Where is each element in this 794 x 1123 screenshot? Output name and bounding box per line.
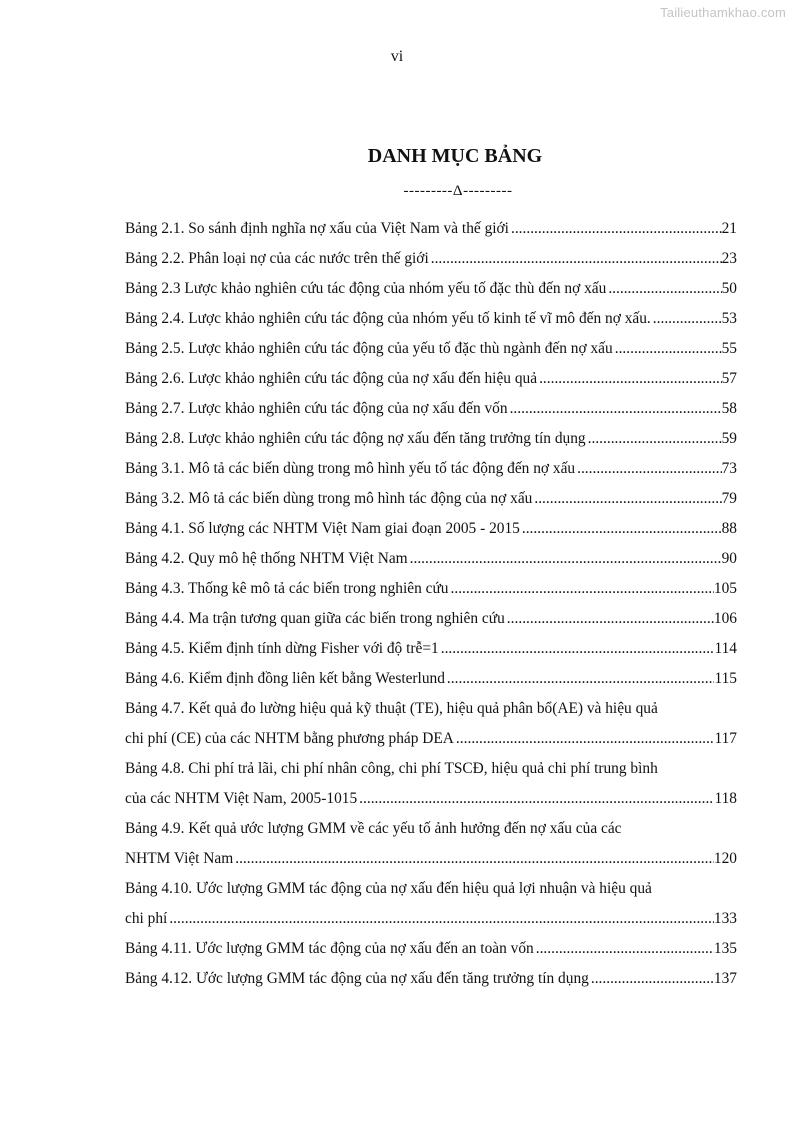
toc-entry-title: chi phí [125, 910, 168, 927]
toc-entry[interactable] [125, 424, 737, 454]
toc-entry-row [125, 844, 737, 874]
toc-entry-row [125, 514, 737, 544]
toc-entry[interactable] [125, 244, 737, 274]
dot-leader [606, 274, 721, 304]
toc-entry-row [125, 244, 737, 274]
toc-entry-title: Bảng 4.12. Ước lượng GMM tác động của nợ xấu đến tăng trưởng tín dụng [125, 970, 589, 987]
toc-entry[interactable] [125, 274, 737, 304]
dot-leader [429, 244, 722, 274]
dot-leader [167, 904, 714, 934]
toc-entry-title: của các NHTM Việt Nam, 2005-1015 [125, 790, 358, 807]
toc-entry-title: NHTM Việt Nam [125, 850, 234, 867]
toc-entry[interactable] [125, 304, 737, 334]
toc-entry-page: 106 [713, 610, 737, 627]
dot-leader [534, 934, 714, 964]
toc-entry-page: 50 [721, 280, 737, 297]
toc-entry-row [125, 214, 737, 244]
toc-entry-row [125, 604, 737, 634]
toc-entry[interactable] [125, 814, 737, 874]
toc-entry-title: Bảng 2.7. Lược khảo nghiên cứu tác động của nợ xấu đến vốn [125, 400, 508, 417]
toc-entry-title: Bảng 2.1. So sánh định nghĩa nợ xấu của Việt Nam và thế giới [125, 220, 509, 237]
toc-entry-page: 117 [714, 730, 737, 747]
toc-entry[interactable] [125, 634, 737, 664]
toc-entry-row [125, 484, 737, 514]
toc-entry-row [125, 454, 737, 484]
toc-entry[interactable] [125, 454, 737, 484]
toc-entry-title: Bảng 2.8. Lược khảo nghiên cứu tác động nợ xấu đến tăng trưởng tín dụng [125, 430, 586, 447]
toc-entry-title: Bảng 2.5. Lược khảo nghiên cứu tác động của yếu tố đặc thù ngành đến nợ xấu [125, 340, 613, 357]
toc-entry-title-line: Bảng 4.7. Kết quả đo lường hiệu quả kỹ thuật (TE), hiệu quả phân bổ(AE) và hiệu quả [125, 700, 658, 717]
toc-entry-row [125, 394, 737, 424]
toc-entry[interactable] [125, 484, 737, 514]
toc-entry-page: 114 [714, 640, 737, 657]
toc-entry-row [125, 724, 737, 754]
toc-entry-page: 105 [713, 580, 737, 597]
toc-entry[interactable] [125, 694, 737, 754]
toc-entry[interactable] [125, 604, 737, 634]
toc-entry-title: Bảng 3.2. Mô tả các biến dùng trong mô hình tác động của nợ xấu [125, 490, 533, 507]
dot-leader [408, 544, 722, 574]
toc-entry-title: Bảng 4.4. Ma trận tương quan giữa các biến trong nghiên cứu [125, 610, 505, 627]
toc-entry-row [125, 964, 737, 994]
toc-entry[interactable] [125, 544, 737, 574]
toc-entry-row [125, 334, 737, 364]
toc-entry-title: chi phí (CE) của các NHTM bằng phương pháp DEA [125, 730, 454, 747]
toc-entry-title: Bảng 2.3 Lược khảo nghiên cứu tác động của nhóm yếu tố đặc thù đến nợ xấu [125, 280, 607, 297]
toc-entry-row [125, 784, 737, 814]
toc-entry[interactable] [125, 874, 737, 934]
toc-entry[interactable] [125, 514, 737, 544]
toc-entry-row [125, 634, 737, 664]
dot-leader [357, 784, 714, 814]
dot-leader [454, 724, 715, 754]
dot-leader [505, 604, 714, 634]
toc-entry-title: Bảng 4.3. Thống kê mô tả các biến trong nghiên cứu [125, 580, 449, 597]
dot-leader [613, 334, 722, 364]
toc-entry[interactable] [125, 964, 737, 994]
dot-leader [508, 394, 722, 424]
dot-leader [532, 484, 721, 514]
toc-entry-row [125, 574, 737, 604]
dot-leader [445, 664, 715, 694]
dot-leader [449, 574, 714, 604]
toc-entry[interactable] [125, 394, 737, 424]
toc-entry-title: Bảng 2.2. Phân loại nợ của các nước trên thế giới [125, 250, 429, 267]
toc-entry-row [125, 664, 737, 694]
toc-entry-page: 58 [721, 400, 737, 417]
toc-entry[interactable] [125, 334, 737, 364]
toc-entry-page: 55 [721, 340, 737, 357]
toc-entry-title: Bảng 4.2. Quy mô hệ thống NHTM Việt Nam [125, 550, 408, 567]
toc-entry-title: Bảng 4.6. Kiểm định đồng liên kết bằng Westerlund [125, 670, 445, 687]
dot-leader [233, 844, 714, 874]
toc-entry[interactable] [125, 214, 737, 244]
toc-entry[interactable] [125, 754, 737, 814]
title-separator: ---------Δ--------- [403, 183, 513, 199]
toc-entry-title-line: Bảng 4.9. Kết quả ước lượng GMM về các yếu tố ảnh hưởng đến nợ xấu của các [125, 820, 622, 837]
toc-entry-page: 23 [721, 250, 737, 267]
toc-entry-row [125, 364, 737, 394]
toc-entry-row [125, 544, 737, 574]
toc-entry-row [125, 934, 737, 964]
toc-entry-title-line: Bảng 4.8. Chi phí trả lãi, chi phí nhân công, chi phí TSCĐ, hiệu quả chi phí trung bình [125, 760, 658, 777]
toc-entry-page: 135 [713, 940, 737, 957]
toc-entry-row [125, 424, 737, 454]
toc-entry-title: Bảng 4.11. Ước lượng GMM tác động của nợ xấu đến an toàn vốn [125, 940, 534, 957]
dot-leader [586, 424, 722, 454]
dot-leader [509, 214, 722, 244]
toc-entry-title: Bảng 2.4. Lược khảo nghiên cứu tác động của nhóm yếu tố kinh tế vĩ mô đến nợ xấu. [125, 310, 651, 327]
toc-entry-row [125, 304, 737, 334]
toc-entry-page: 79 [721, 490, 737, 507]
toc-entry-page: 53 [721, 310, 737, 327]
dot-leader [589, 964, 714, 994]
toc-entry-page: 21 [721, 220, 737, 237]
toc-entry[interactable] [125, 934, 737, 964]
toc-entry[interactable] [125, 364, 737, 394]
toc-entry-row [125, 904, 737, 934]
toc-entry-title: Bảng 3.1. Mô tả các biến dùng trong mô hình yếu tố tác động đến nợ xấu [125, 460, 576, 477]
dot-leader [575, 454, 722, 484]
toc-entry-page: 118 [714, 790, 737, 807]
dot-leader [537, 364, 722, 394]
toc-entry-page: 73 [721, 460, 737, 477]
toc-entry-page: 90 [721, 550, 737, 567]
toc-entry-title-line: Bảng 4.10. Ước lượng GMM tác động của nợ xấu đến hiệu quả lợi nhuận và hiệu quả [125, 880, 652, 897]
dot-leader [651, 304, 722, 334]
toc-entry-page: 57 [721, 370, 737, 387]
toc-entry-title: Bảng 2.6. Lược khảo nghiên cứu tác động của nợ xấu đến hiệu quả [125, 370, 538, 387]
toc-entry[interactable] [125, 664, 737, 694]
toc-entry-page: 59 [721, 430, 737, 447]
dot-leader [439, 634, 715, 664]
page-title: DANH MỤC BẢNG [367, 145, 543, 167]
toc-entry[interactable] [125, 574, 737, 604]
toc-entry-row [125, 274, 737, 304]
toc-entry-title: Bảng 4.1. Số lượng các NHTM Việt Nam giai đoạn 2005 - 2015 [125, 520, 520, 537]
toc-entry-page: 133 [713, 910, 737, 927]
toc-entry-page: 137 [713, 970, 737, 987]
page-number: vi [390, 48, 404, 65]
toc-entry-title: Bảng 4.5. Kiểm định tính dừng Fisher với độ trễ=1 [125, 640, 439, 657]
dot-leader [520, 514, 722, 544]
table-list [125, 214, 737, 994]
toc-entry-page: 88 [721, 520, 737, 537]
watermark: Tailieuthamkhao.com [660, 5, 786, 20]
toc-entry-page: 115 [714, 670, 737, 687]
toc-entry-page: 120 [713, 850, 737, 867]
